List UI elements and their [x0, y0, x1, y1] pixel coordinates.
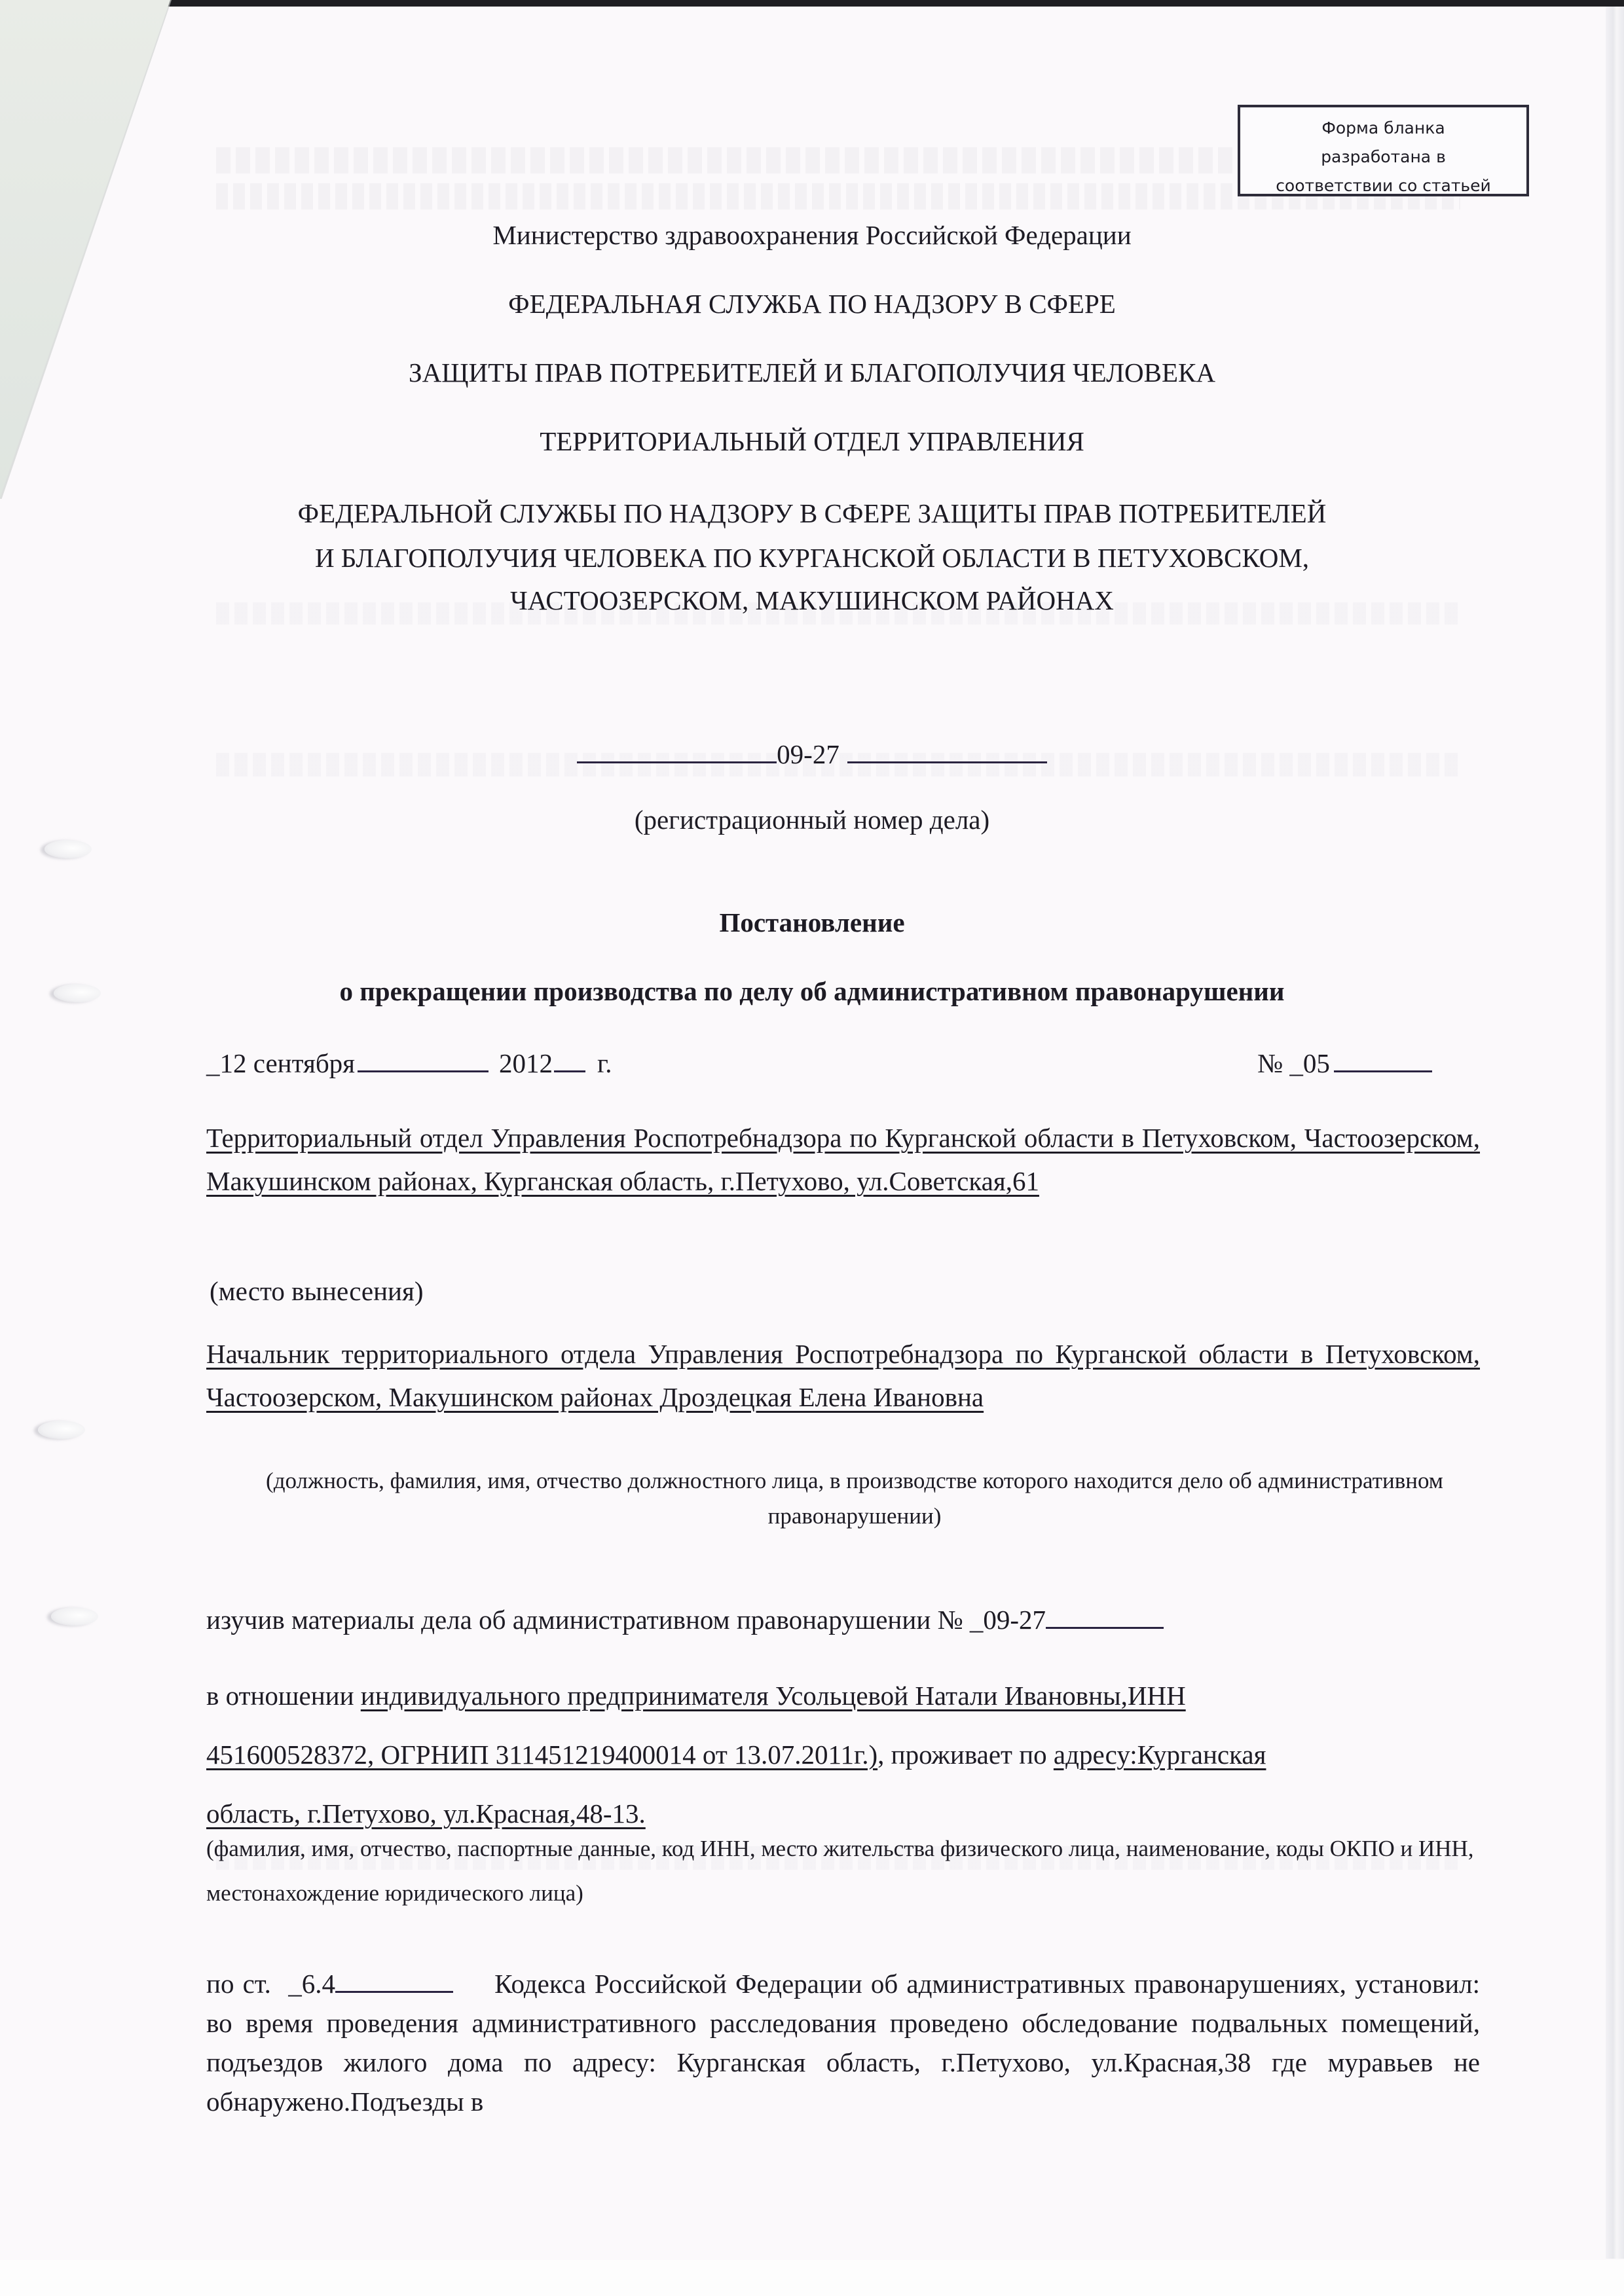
date-line: _12 сентября 2012 г. № _05 — [206, 1048, 1480, 1079]
place-of-decision: Территориальный отдел Управления Роспотребнадзора по Курганской области в Петуховском, Частоозерском, Макушинском районах, Курганская область, г.Петухово, ул.Советская,61 — [206, 1123, 1480, 1196]
underline — [847, 761, 1047, 763]
form-note-line: разработана в — [1321, 147, 1446, 166]
subject-prefix: в отношении — [206, 1681, 354, 1711]
finding-text: Кодекса Российской Федерации об административных правонарушениях, установил: во время проведения административного расследования проведено обследование подвальных помещений, подъездов жилого дома по адресу: Курганская область, г.Петухово, ул.Красная,38 где муравьев не обнаружено.Подъезды в — [206, 1969, 1480, 2117]
form-note-box — [1238, 105, 1529, 196]
dept-name-line3: И БЛАГОПОЛУЧИЯ ЧЕЛОВЕКА ПО КУРГАНСКОЙ ОБЛАСТИ В ПЕТУХОВСКОМ, — [314, 543, 1310, 573]
case-number-field — [0, 738, 1624, 770]
underline — [1334, 1070, 1432, 1072]
date-day-month: 12 сентября — [219, 1048, 356, 1078]
underline — [335, 1990, 453, 1993]
review-line: изучив материалы дела об административном правонарушении № _09-27 — [206, 1604, 1480, 1635]
date-year-suffix: г. — [597, 1048, 612, 1078]
underline — [577, 761, 777, 763]
finding-article: 6.4 — [301, 1969, 335, 1999]
document-subtitle: о прекращении производства по делу об административном правонарушении — [339, 976, 1285, 1006]
case-number: 09-27 — [777, 739, 840, 769]
underline — [554, 1070, 585, 1072]
underline — [358, 1070, 489, 1072]
review-case-number: 09-27 — [983, 1605, 1046, 1635]
decision-number: 05 — [1302, 1048, 1330, 1078]
underline — [1046, 1626, 1164, 1629]
decision-number-field: № _05 — [1257, 1048, 1432, 1079]
case-number-caption: (регистрационный номер дела) — [634, 805, 990, 835]
scan-top-border — [0, 0, 1624, 7]
subject-caption: (фамилия, имя, отчество, паспортные данные, код ИНН, место жительства физического лица, наименование, коды ОКПО и ИНН, местонахождение юридического лица) — [206, 1836, 1474, 1906]
document-title: Постановление — [719, 907, 905, 938]
official-name: Начальник территориального отдела Управления Роспотребнадзора по Курганской области в Петуховском, Частоозерском, Макушинском районах Дроздецкая Елена Ивановна — [206, 1339, 1480, 1412]
service-name-line2: ЗАЩИТЫ ПРАВ ПОТРЕБИТЕЛЕЙ И БЛАГОПОЛУЧИЯ ЧЕЛОВЕКА — [409, 357, 1215, 388]
punch-hole — [38, 1421, 85, 1439]
place-caption: (место вынесения) — [210, 1276, 424, 1306]
punch-hole — [45, 840, 92, 858]
review-prefix: изучив материалы дела об административном правонарушении № — [206, 1605, 963, 1635]
scan-right-edge — [1606, 7, 1624, 2259]
subject-address: адресу:Курганская область, г.Петухово, ул.Красная,48-13. — [206, 1740, 1266, 1829]
subject-details: индивидуального предпринимателя Усольцевой Натали Ивановны,ИНН 451600528372, ОГРНИП 311451219400014 от 13.07.2011г.) — [206, 1681, 1186, 1770]
dept-name-line2: ФЕДЕРАЛЬНОЙ СЛУЖБЫ ПО НАДЗОРУ В СФЕРЕ ЗАЩИТЫ ПРАВ ПОТРЕБИТЕЛЕЙ — [297, 498, 1327, 528]
dept-name-line4: ЧАСТООЗЕРСКОМ, МАКУШИНСКОМ РАЙОНАХ — [510, 585, 1114, 615]
finding-prefix: по ст. — [206, 1969, 271, 1999]
official-caption: (должность, фамилия, имя, отчество должностного лица, в производстве которого находится дело об административном правонарушении) — [266, 1468, 1443, 1529]
subject-paragraph — [206, 1666, 1333, 1843]
finding-paragraph: по ст. _6.4 Кодекса Российской Федерации об административных правонарушениях, установил: во время проведения административного расследования проведено обследование подвальных помещений, подъездов жилого дома по адресу: Курганская область, г.Петухово, ул.Красная,38 где муравьев не обнаружено.Подъезды в — [206, 1969, 1480, 2117]
scan-bottom-edge — [0, 2260, 1624, 2296]
dept-name-line1: ТЕРРИТОРИАЛЬНЫЙ ОТДЕЛ УПРАВЛЕНИЯ — [540, 426, 1084, 456]
punch-hole — [51, 1607, 98, 1626]
date-year: 2012 — [499, 1048, 553, 1078]
service-name-line1: ФЕДЕРАЛЬНАЯ СЛУЖБА ПО НАДЗОРУ В СФЕРЕ — [508, 289, 1116, 319]
subject-suffix: , проживает по — [877, 1740, 1047, 1770]
ministry-name: Министерство здравоохранения Российской Федерации — [492, 220, 1132, 250]
form-note-line: Форма бланка — [1321, 118, 1445, 137]
number-sign: № — [1257, 1048, 1283, 1078]
form-note-line: соответствии со статьей — [1276, 176, 1491, 195]
